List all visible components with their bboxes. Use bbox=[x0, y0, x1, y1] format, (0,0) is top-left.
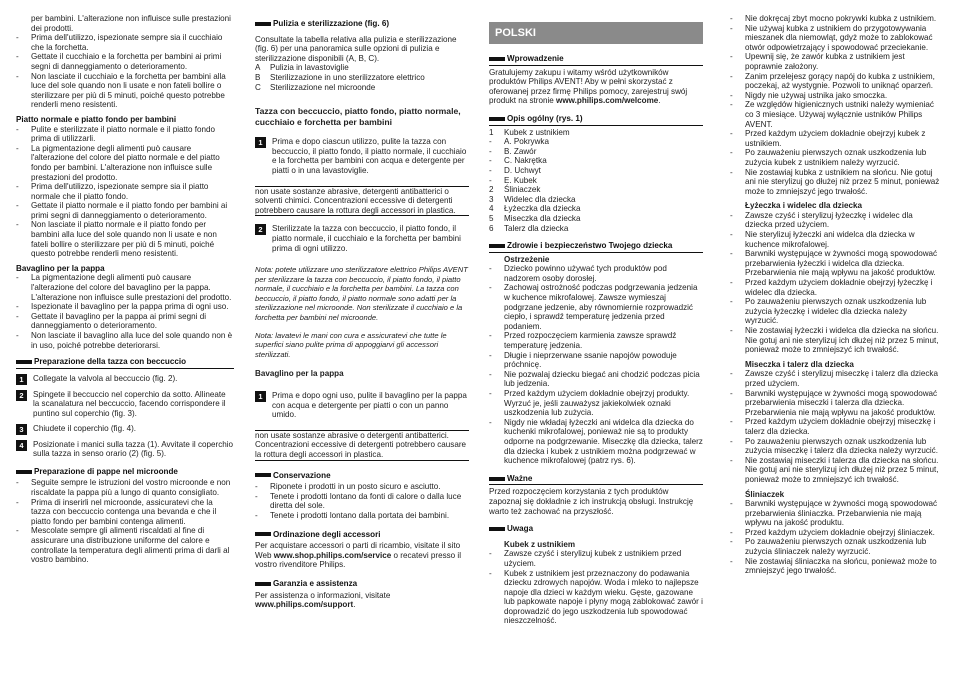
step-item bbox=[16, 424, 234, 435]
bullet: - bbox=[730, 100, 733, 110]
list-item bbox=[730, 211, 940, 230]
list-item bbox=[730, 100, 940, 129]
column-3 bbox=[489, 14, 703, 626]
subheading-bowl-plate: Miseczka i talerz dla dziecka bbox=[745, 359, 854, 369]
list-item bbox=[16, 14, 234, 33]
bullet: - bbox=[730, 148, 733, 158]
section-title: Pulizia e sterilizzazione (fig. 6) bbox=[273, 19, 390, 28]
list-item-text: Nigdy nie używaj ustnika jako smoczka. bbox=[745, 90, 888, 100]
list-item-text: Nie pozwalaj dziecku biegać ani chodzić podczas picia lub jedzenia. bbox=[504, 369, 700, 389]
list-item bbox=[730, 456, 940, 485]
bullet: - bbox=[730, 455, 733, 465]
accessories-text bbox=[255, 541, 469, 570]
list-item bbox=[16, 331, 234, 350]
section-header-caution bbox=[489, 524, 703, 534]
intro-text bbox=[489, 68, 703, 106]
list-item-text: Pulite e sterilizzate il piatto normale e il piatto fondo prima di utilizzarli. bbox=[31, 124, 216, 144]
numbered-item bbox=[489, 214, 703, 224]
subheading-spoon-fork: Łyżeczka i widelec dla dziecka bbox=[745, 201, 862, 211]
intro-list bbox=[16, 14, 234, 110]
list-item bbox=[730, 24, 940, 53]
section-header-storage bbox=[255, 471, 469, 481]
bullet: - bbox=[255, 482, 258, 492]
section-header-cleaning bbox=[255, 19, 469, 29]
item-text: B. Zawór bbox=[504, 146, 537, 156]
bullet: - bbox=[16, 124, 19, 134]
section-marker bbox=[489, 477, 505, 481]
bullet: - bbox=[16, 143, 19, 153]
step-text: Prima e dopo ogni uso, pulite il bavaglino per la pappa con acqua e detergente per piatti o con un panno umido. bbox=[272, 391, 467, 420]
section-header-cup-prep bbox=[16, 357, 234, 369]
item-text: E. Kubek bbox=[504, 175, 537, 185]
section-header-accessories bbox=[255, 530, 469, 540]
list-item bbox=[16, 52, 234, 71]
bullet: - bbox=[255, 510, 258, 520]
plates-list bbox=[16, 125, 234, 259]
microwave-list bbox=[16, 478, 234, 564]
bullet: - bbox=[16, 478, 19, 488]
list-item-text: Nigdy nie wkładaj łyżeczki ani widelca dla dziecka do kuchenki mikrofalowej, ponieważ nie są to produkty odporne na podgrzewanie. Miseczkę dla dziecka, talerz dla dziecka i kubek z ustnikiem można podgrzewać w kuchence mikrofalowej (patrz rys. 6). bbox=[504, 417, 703, 466]
list-item bbox=[489, 389, 703, 418]
list-item-text: Gettate il piatto normale e il piatto fondo per bambini ai primi segni di danneggiamento o deterioramento. bbox=[31, 201, 228, 220]
list-item bbox=[16, 498, 234, 527]
subheading-bib: Bavaglino per la pappa bbox=[255, 369, 344, 379]
bullet: - bbox=[730, 369, 733, 379]
warning-list bbox=[489, 264, 703, 465]
subheading-bib: Śliniaczek bbox=[745, 489, 785, 499]
numbered-item bbox=[489, 204, 703, 214]
bullet: - bbox=[16, 311, 19, 321]
item-number: - bbox=[489, 165, 492, 175]
list-item-text: Przed każdym użyciem dokładnie obejrzyj miseczkę i talerz dla dziecka. bbox=[745, 417, 936, 436]
list-item bbox=[730, 389, 940, 418]
section-marker bbox=[255, 22, 271, 26]
list-item bbox=[730, 52, 940, 71]
list-item bbox=[16, 312, 234, 331]
list-item-text: Barwniki występujące w żywności mogą spowodować przebarwienia śliniaczka. Przebarwienia nie mają wpływu na jakość produktu. bbox=[745, 499, 938, 528]
bullet: - bbox=[16, 497, 19, 507]
step-number: 2 bbox=[255, 224, 266, 235]
cleaning-intro: Consultate la tabella relativa alla pulizia e sterilizzazione (fig. 6) per una panoramica sulle opzioni di pulizia e sterilizzazione disponibili (A, B, C). bbox=[255, 34, 457, 63]
section-header-safety bbox=[489, 241, 703, 253]
list-item bbox=[730, 129, 940, 148]
list-item bbox=[489, 549, 703, 568]
item-text: Widelec dla dziecka bbox=[504, 194, 576, 204]
item-number: 4 bbox=[489, 204, 494, 214]
list-item bbox=[16, 302, 234, 312]
bullet: - bbox=[16, 71, 19, 81]
list-item bbox=[16, 201, 234, 220]
section-marker bbox=[489, 117, 505, 121]
bowl-plate-list bbox=[730, 369, 940, 484]
bib-list bbox=[16, 273, 234, 350]
bullet: - bbox=[730, 527, 733, 537]
list-item bbox=[730, 437, 940, 456]
step-number: 1 bbox=[255, 391, 266, 402]
list-item bbox=[16, 72, 234, 110]
section-title: Preparazione della tazza con beccuccio bbox=[34, 357, 187, 367]
list-item bbox=[255, 492, 469, 511]
bib-list bbox=[730, 499, 940, 576]
list-item bbox=[730, 417, 940, 436]
support-link[interactable]: www.philips.com/support bbox=[255, 600, 354, 610]
list-item-text: Długie i nieprzerwane ssanie napojów powoduje próchnicę. bbox=[504, 350, 677, 370]
bullet: - bbox=[255, 491, 258, 501]
section-header-important bbox=[489, 474, 703, 486]
step-text: Sterilizzate la tazza con beccuccio, il piatto fondo, il piatto normale, il cucchiaio e la forchetta per bambini prima di ogni utilizzo. bbox=[272, 224, 461, 253]
list-item-text: Barwniki występujące w żywności mogą spowodować przebarwienia miseczki i talerza dla dziecka. Przebarwienia nie mają wpływu na jakość produktów. bbox=[745, 388, 938, 417]
item-number: 5 bbox=[489, 213, 494, 223]
item-number: 3 bbox=[489, 194, 494, 204]
bullet: - bbox=[730, 129, 733, 139]
section-header-warranty bbox=[255, 579, 469, 589]
section-marker bbox=[255, 532, 271, 536]
section-title: Preparazione di pappe nel microonde bbox=[34, 466, 178, 476]
item-number: 2 bbox=[489, 185, 494, 195]
list-item-text: Przed każdym użyciem dokładnie obejrzyj śliniaczek. bbox=[745, 527, 935, 537]
bullet: - bbox=[16, 526, 19, 536]
warning-1: non usate sostanze abrasive, detergenti antibatterici o solventi chimici. Concentrazioni eccessive di detergenti potrebbero causare la rottura degli accessori in plastica. bbox=[255, 186, 469, 217]
item-text: Kubek z ustnikiem bbox=[504, 127, 570, 137]
column-4 bbox=[730, 14, 940, 576]
section-title: Conservazione bbox=[273, 470, 331, 480]
list-item bbox=[730, 91, 940, 101]
bullet: - bbox=[730, 230, 733, 240]
step-text: Spingete il beccuccio nel coperchio da sotto. Allineate la scanalatura nel beccuccio, facendo corrispondere il puntino sul coperchio (fig. 3). bbox=[33, 389, 226, 418]
bullet: - bbox=[489, 389, 492, 398]
list-item-text: Mescolate sempre gli alimenti riscaldati al fine di assicurare una distribuzione uniforme del calore e controllate la temperatura degli alimenti prima di darli al vostro bambino. bbox=[31, 526, 230, 565]
numbered-item bbox=[489, 137, 703, 147]
step-item bbox=[16, 374, 234, 385]
item-number: 6 bbox=[489, 223, 494, 233]
item-number: B bbox=[255, 72, 261, 82]
section-marker bbox=[255, 473, 271, 477]
list-item-text: Ze względów higienicznych ustniki należy wymieniać co 3 miesiące. Używaj wyłącznie ustników Philips AVENT. bbox=[745, 100, 934, 129]
list-item bbox=[489, 264, 703, 283]
bullet: - bbox=[730, 52, 733, 62]
bullet: - bbox=[16, 33, 19, 43]
language-header: POLSKI bbox=[489, 22, 703, 44]
numbered-item bbox=[489, 166, 703, 176]
list-item bbox=[730, 499, 940, 528]
step-text: Chiudete il coperchio (fig. 4). bbox=[33, 423, 137, 433]
list-item-text: Gettate il cucchiaio e la forchetta per bambini ai primi segni di danneggiamento o deterioramento. bbox=[31, 52, 222, 71]
list-item-text: Seguite sempre le istruzioni del vostro microonde e non riscaldate la pappa più a lungo di quanto consigliato. bbox=[31, 478, 231, 497]
list-item-text: Nie używaj kubka z ustnikiem do przygotowywania mieszanek dla niemowląt, gdyż może to zablokować otwór odpowietrzający i spowodować przeciekanie. bbox=[745, 23, 933, 52]
text-part: . bbox=[353, 600, 356, 610]
list-item-text: Po zauważeniu pierwszych oznak uszkodzenia lub zużycia miseczkę i talerz dla dziecka należy wyrzucić. bbox=[745, 436, 938, 456]
text-part: Per assistenza o informazioni, visitate bbox=[255, 590, 391, 600]
list-item bbox=[489, 569, 703, 627]
list-item bbox=[730, 278, 940, 297]
item-text: Śliniaczek bbox=[504, 185, 541, 195]
bullet: - bbox=[730, 278, 733, 288]
list-item bbox=[730, 528, 940, 538]
list-item bbox=[255, 482, 469, 492]
bullet: - bbox=[730, 436, 733, 446]
item-text: D. Uchwyt bbox=[504, 165, 541, 175]
section-marker bbox=[16, 360, 32, 364]
step-item bbox=[16, 440, 234, 459]
list-item bbox=[489, 283, 703, 331]
step-text: Collegate la valvola al beccuccio (fig. 2). bbox=[33, 373, 178, 383]
step-item bbox=[16, 390, 234, 419]
spout-cup-list-continued bbox=[730, 14, 940, 196]
section-marker bbox=[16, 470, 32, 474]
list-item bbox=[16, 526, 234, 564]
section-title: Zdrowie i bezpieczeństwo Twojego dziecka bbox=[507, 241, 673, 251]
bullet: - bbox=[730, 14, 733, 23]
bullet: - bbox=[730, 71, 733, 81]
list-item-text: Po zauważeniu pierwszych oznak uszkodzenia lub zużycia kubek z ustnikiem należy wyrzucić. bbox=[745, 148, 927, 167]
bullet bbox=[16, 14, 31, 33]
list-item-text: Kubek z ustnikiem jest przeznaczony do podawania dziecku zdrowych napojów. Woda i mleko to najlepsze napoje dla dzieci w każdym wieku. Gęste, gazowane lub papkowate napoje i płyny mogą zablokować zawór i doprowadzić do jego uszkodzenia lub spowodować nieszczelność. bbox=[504, 568, 703, 626]
list-item bbox=[489, 331, 703, 350]
list-item-text: Nie zostawiaj łyżeczki i widelca dla dziecka na słońcu. Nie gotuj ani nie sterylizuj ich dłużej niż przez 5 minut, ponieważ może to zmniejszyć ich trwałość. bbox=[745, 326, 939, 355]
bullet: - bbox=[730, 210, 733, 220]
important-text: Przed rozpoczęciem korzystania z tych produktów zapoznaj się dokładnie z ich instrukcją obsługi. Instrukcję warto też zachować na przyszłość. bbox=[489, 487, 694, 516]
warranty-text bbox=[255, 591, 469, 610]
welcome-link[interactable]: www.philips.com/welcome bbox=[556, 96, 659, 106]
list-item-text: Przed każdym użyciem dokładnie obejrzyj produkty. Wyrzuć je, jeśli zauważysz jakiekolwiek oznaki uszkodzenia lub zużycia. bbox=[504, 389, 690, 418]
bullet: - bbox=[16, 273, 19, 283]
list-item-text: Po zauważeniu pierwszych oznak uszkodzenia lub zużycia śliniaczek należy wyrzucić. bbox=[745, 537, 927, 557]
cleaning-options bbox=[255, 63, 469, 92]
list-item-text: Nie zostawiaj śliniaczka na słońcu, ponieważ może to zmniejszyć jego trwałość. bbox=[745, 556, 937, 576]
list-item bbox=[16, 478, 234, 497]
section-header-microwave bbox=[16, 467, 234, 477]
section-title: Opis ogólny (rys. 1) bbox=[507, 113, 583, 123]
section-heading-plates: Piatto normale e piatto fondo per bambini bbox=[16, 114, 177, 124]
list-item-text: Zachowaj ostrożność podczas podgrzewania jedzenia w kuchence mikrofalowej. Zawsze wymieszaj podgrzane jedzenie, aby równomiernie rozprowadzić ciepło, i sprawdź temperaturę jedzenia przed podaniem. bbox=[504, 283, 698, 331]
list-item-text: Prima dell'utilizzo, ispezionate sempre sia il cucchiaio che la forchetta. bbox=[31, 33, 223, 52]
bullet: - bbox=[730, 499, 733, 509]
bullet: - bbox=[730, 23, 733, 33]
text-part: Per acquistare accessori o parti di ricambio, visitate il sito Web bbox=[255, 541, 461, 560]
list-item bbox=[730, 537, 940, 556]
numbered-item bbox=[489, 147, 703, 157]
bullet: - bbox=[16, 331, 19, 340]
list-item-text: Nie zostawiaj kubka z ustnikiem na słońcu. Nie gotuj ani nie sterylizuj go dłużej niż przez 5 minut, ponieważ może to zmniejszyć jego trwałość. bbox=[745, 167, 940, 196]
list-item bbox=[730, 369, 940, 388]
list-item-text: Po zauważeniu pierwszych oznak uszkodzenia lub zużycia łyżeczkę i widelec dla dziecka należy wyrzucić. bbox=[745, 297, 927, 326]
bullet: - bbox=[730, 297, 733, 307]
numbered-item bbox=[489, 176, 703, 186]
item-text: Miseczka dla dziecka bbox=[504, 213, 581, 223]
list-item bbox=[730, 230, 940, 249]
section-marker bbox=[489, 244, 505, 248]
list-item-text: Non lasciate il cucchiaio e la forchetta per bambini alla luce del sole quando non li usate e non fateli bollire o sterilizzare per più di 5 minuti, poiché questo potrebbe renderli meno resistenti. bbox=[31, 71, 226, 110]
bullet: - bbox=[489, 568, 492, 578]
section-header-intro bbox=[489, 54, 703, 66]
item-number: A bbox=[255, 63, 261, 73]
list-item-text: Przed rozpoczęciem karmienia zawsze sprawdź temperaturę jedzenia. bbox=[504, 331, 677, 351]
bullet: - bbox=[730, 90, 733, 100]
item-number: - bbox=[489, 137, 492, 147]
bullet: - bbox=[16, 302, 19, 312]
list-item-text: Nie dokręcaj zbyt mocno pokrywki kubka z ustnikiem. bbox=[745, 14, 937, 23]
list-item-text: Tenete i prodotti lontano da fonti di calore o dalla luce diretta del sole. bbox=[270, 491, 462, 511]
numbered-item bbox=[489, 156, 703, 166]
step-2 bbox=[255, 224, 469, 253]
list-item-text: La pigmentazione degli alimenti può causare l'alterazione del colore del piatto normale e del piatto fondo per bambini. L'alterazione non influisce sulle prestazioni del prodotto. bbox=[31, 143, 220, 182]
list-item-text: Zawsze czyść i sterylizuj kubek z ustnikiem przed użyciem. bbox=[504, 549, 682, 568]
section-heading-bib: Bavaglino per la pappa bbox=[16, 263, 105, 273]
section-title: Uwaga bbox=[507, 524, 534, 534]
list-item bbox=[730, 14, 940, 24]
list-item-text: Nie zostawiaj miseczki i talerza dla dziecka na słońcu. Nie gotuj ani nie sterylizuj ich dłużej niż przez 5 minut, ponieważ może to zmniejszyć ich trwałość. bbox=[745, 455, 939, 484]
section-title: Garanzia e assistenza bbox=[273, 578, 358, 588]
bullet: - bbox=[489, 350, 492, 360]
list-item-text: Non lasciate il bavaglino alla luce del sole quando non è in uso, poiché potrebbe deteriorarsi. bbox=[31, 331, 233, 350]
list-item bbox=[730, 249, 940, 278]
step-number: 2 bbox=[16, 390, 27, 401]
item-number: - bbox=[489, 156, 492, 166]
list-item bbox=[16, 220, 234, 258]
step-number: 1 bbox=[255, 137, 266, 148]
spoon-fork-list bbox=[730, 211, 940, 355]
list-item-text: Riponete i prodotti in un posto sicuro e asciutto. bbox=[270, 482, 441, 492]
list-item-text: Nie sterylizuj łyżeczki ani widelca dla dziecka w kuchence mikrofalowej. bbox=[745, 230, 915, 249]
numbered-item bbox=[255, 83, 469, 93]
list-item-text: Zawsze czyść i sterylizuj miseczkę i talerz dla dziecka przed użyciem. bbox=[745, 369, 938, 388]
item-number: - bbox=[489, 146, 492, 156]
step-text: Posizionate i manici sulla tazza (1). Avvitate il coperchio sulla tazza in senso orario (2) (fig. 5). bbox=[33, 439, 234, 459]
list-item bbox=[16, 144, 234, 182]
item-text: Łyżeczka dla dziecka bbox=[504, 204, 581, 214]
bullet: - bbox=[489, 549, 492, 559]
section-marker bbox=[255, 582, 271, 586]
list-item bbox=[489, 418, 703, 466]
item-number: 1 bbox=[489, 127, 494, 137]
list-item-text: Zanim przelejesz gorący napój do kubka z ustnikiem, poczekaj, aż wystygnie. Pozwoli to uniknąć oparzeń. bbox=[745, 71, 935, 91]
list-item-text: Zawsze czyść i sterylizuj łyżeczkę i widelec dla dziecka przed użyciem. bbox=[745, 210, 913, 230]
list-item bbox=[16, 33, 234, 52]
bullet: - bbox=[730, 167, 733, 177]
bullet: - bbox=[730, 249, 733, 259]
bullet: - bbox=[489, 417, 492, 427]
subheading-cup-plates: Tazza con beccuccio, piatto fondo, piatto normale, cucchiaio e forchetta per bambini bbox=[255, 106, 461, 127]
step-text: Prima e dopo ciascun utilizzo, pulite la tazza con beccuccio, il piatto fondo, il piatto normale, il cucchiaio e la forchetta per bambini con acqua e detergente per piatti o in una lavastoviglie. bbox=[272, 137, 467, 175]
item-text: Talerz dla dziecka bbox=[504, 223, 569, 233]
column-1 bbox=[16, 14, 234, 565]
bullet: - bbox=[730, 556, 733, 566]
step-1 bbox=[255, 137, 469, 175]
list-item-text: Przed każdym użyciem dokładnie obejrzyj łyżeczkę i widelec dla dziecka. bbox=[745, 278, 933, 297]
bullet: - bbox=[489, 283, 492, 293]
list-item bbox=[730, 72, 940, 91]
numbered-item bbox=[489, 185, 703, 195]
item-text: A. Pokrywka bbox=[504, 137, 549, 147]
list-item-text: Barwniki występujące w żywności mogą spowodować przebarwienia łyżeczki i widelca dla dziecka. Przebarwienia nie mają wpływu na jakość produktów. bbox=[745, 249, 938, 278]
bullet: - bbox=[16, 52, 19, 62]
list-item bbox=[489, 370, 703, 389]
section-marker bbox=[489, 57, 505, 61]
bullet: - bbox=[489, 264, 492, 274]
step-number: 4 bbox=[16, 440, 27, 451]
section-title: Ordinazione degli accessori bbox=[273, 529, 381, 539]
subheading-spout-cup: Kubek z ustnikiem bbox=[504, 539, 576, 549]
warning-2: non usate sostanze abrasive o detergenti antibatterici. Concentrazioni eccessive di detergenti potrebbero causare la rottura degli accessori in plastica. bbox=[255, 430, 469, 461]
parts-list bbox=[489, 128, 703, 234]
warning-heading: Ostrzeżenie bbox=[504, 254, 550, 264]
list-item-text: Prima di inserirli nel microonde, assicuratevi che la tazza con beccuccio contenga una bevanda e che il piatto fondo per bambini contenga alimenti. bbox=[31, 497, 217, 526]
numbered-item bbox=[489, 224, 703, 234]
list-item-text: Non lasciate il piatto normale e il piatto fondo per bambini alla luce del sole quando non li usate e non fateli bollire o sterilizzare per più di 5 minuti, poiché questo potrebbe renderli meno resistenti. bbox=[31, 220, 217, 259]
list-item bbox=[16, 125, 234, 144]
list-item bbox=[16, 273, 234, 302]
cup-steps bbox=[16, 374, 234, 459]
item-text: C. Nakrętka bbox=[504, 156, 547, 166]
item-text: Pulizia in lavastoviglie bbox=[270, 63, 349, 73]
item-text: Sterilizzazione in uno sterilizzatore elettrico bbox=[270, 72, 425, 82]
section-title: Wprowadzenie bbox=[507, 54, 564, 63]
item-number: - bbox=[489, 175, 492, 185]
bullet: - bbox=[730, 417, 733, 427]
list-item-text: Gettate il bavaglino per la pappa ai primi segni di danneggiamento o deterioramento. bbox=[31, 311, 207, 331]
item-number: C bbox=[255, 82, 261, 92]
text-part: . bbox=[658, 96, 661, 106]
numbered-item bbox=[255, 73, 469, 83]
spout-cup-list bbox=[489, 549, 703, 626]
list-item-text: per bambini. L'alterazione non influisce sulle prestazioni dei prodotti. bbox=[31, 14, 231, 33]
numbered-item bbox=[489, 195, 703, 205]
list-item bbox=[730, 168, 940, 197]
list-item bbox=[730, 326, 940, 355]
list-item bbox=[16, 182, 234, 201]
text-part: Gratulujemy zakupu i witamy wśród użytkowników produktów Philips AVENT! Aby w pełni skorzystać z oferowanej przez firmę Philips pomocy, zarejestruj swój produkt na stronie bbox=[489, 67, 688, 106]
list-item bbox=[730, 557, 940, 576]
list-item bbox=[730, 297, 940, 326]
column-2 bbox=[255, 14, 469, 610]
section-title: Ważne bbox=[507, 473, 533, 483]
list-item bbox=[489, 351, 703, 370]
bullet: - bbox=[16, 220, 19, 230]
note-2: Nota: lavatevi le mani con cura e assicuratevi che tutte le superfici siano pulite prima di appoggiarvi gli accessori sterilizzati. bbox=[255, 330, 447, 359]
bullet: - bbox=[16, 182, 19, 192]
bullet: - bbox=[489, 331, 492, 341]
bullet: - bbox=[16, 201, 19, 211]
list-item-text: La pigmentazione degli alimenti può causare l'alterazione del colore del bavaglino per la pappa. L'alterazione non influisce sulle prestazioni del prodotto. bbox=[31, 273, 232, 302]
step-number: 1 bbox=[16, 374, 27, 385]
storage-list bbox=[255, 482, 469, 520]
list-item-text: Upewnij się, że zawór kubka z ustnikiem jest poprawnie założony. bbox=[745, 52, 905, 71]
bullet: - bbox=[730, 326, 733, 335]
list-item-text: Przed każdym użyciem dokładnie obejrzyj kubek z ustnikiem. bbox=[745, 129, 926, 148]
section-marker bbox=[489, 527, 505, 531]
step-bib-1 bbox=[255, 391, 469, 420]
bullet: - bbox=[730, 388, 733, 398]
list-item bbox=[255, 511, 469, 521]
bullet: - bbox=[730, 537, 733, 547]
shop-link[interactable]: www.shop.philips.com/service bbox=[273, 550, 392, 560]
numbered-item bbox=[255, 63, 469, 73]
list-item-text: Tenete i prodotti lontano dalla portata dei bambini. bbox=[270, 510, 450, 520]
note-1: Nota: potete utilizzare uno sterilizzatore elettrico Philips AVENT per sterilizzare la tazza con beccuccio, il piatto fondo, il piatto normale, il cucchiaio e la forchetta per bambini. La tazza con beccuccio, il piatto fondo, il piatto normale sono adatti per la sterilizzazione nel microonde. Non sterilizzate il cucchiaio e la forchetta per bambini nel microonde. bbox=[255, 265, 468, 323]
list-item bbox=[730, 148, 940, 167]
list-item-text: Ispezionate il bavaglino per la pappa prima di ogni uso. bbox=[31, 302, 229, 312]
step-number: 3 bbox=[16, 424, 27, 435]
list-item-text: Prima dell'utilizzo, ispezionate sempre sia il piatto normale che il piatto fondo. bbox=[31, 182, 209, 201]
numbered-item bbox=[489, 128, 703, 138]
list-item-text: Dziecko powinno używać tych produktów pod nadzorem osoby dorosłej. bbox=[504, 264, 667, 283]
item-text: Sterilizzazione nel microonde bbox=[270, 82, 376, 92]
section-header-overview bbox=[489, 114, 703, 126]
text-part: o recatevi presso il vostro rivenditore Philips. bbox=[255, 550, 462, 570]
bullet: - bbox=[489, 369, 492, 379]
